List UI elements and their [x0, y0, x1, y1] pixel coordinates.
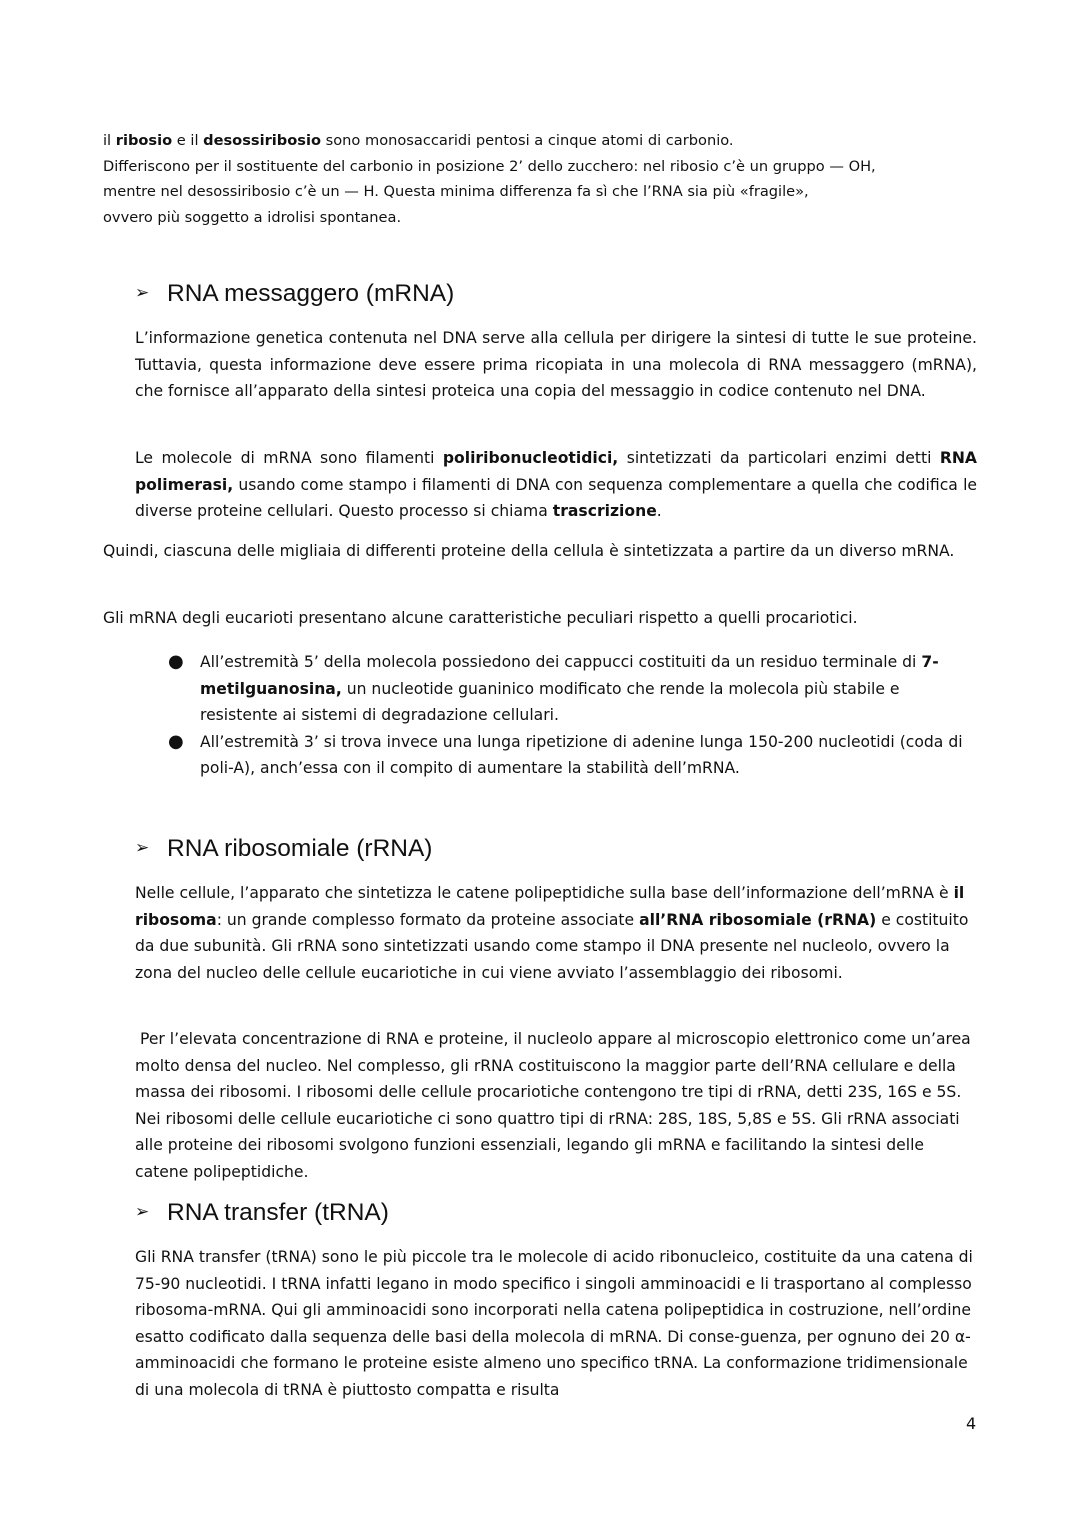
intro-line-2: Differiscono per il sostituente del carbonio in posizione 2’ dello zucchero: nel ribosio c’è un gruppo — OH,	[103, 157, 876, 175]
list-item	[168, 649, 978, 729]
term-ribosio: ribosio	[115, 132, 173, 149]
term: 7-metilguanosina,	[200, 653, 939, 698]
text: sono monosaccaridi pentosi a cinque atomi di carbonio.	[320, 132, 734, 149]
text: .	[656, 502, 662, 521]
mrna-paragraph-4: Gli mRNA degli eucarioti presentano alcune caratteristiche peculiari rispetto a quelli procariotici.	[103, 609, 858, 627]
heading-text: RNA transfer (tRNA)	[167, 1199, 389, 1226]
text: All’estremità 3’ si trova invece una lunga ripetizione di adenine lunga 150-200 nucleotidi (coda di poli-A), anch’essa con il compito di aumentare la stabilità dell’mRNA.	[200, 732, 963, 778]
trna-paragraph-1: Gli RNA transfer (tRNA) sono le più piccole tra le molecole di acido ribonucleico, costituite da una catena di 75-90 nucleotidi. I tRNA infatti legano in modo specifico i singoli amminoacidi e li trasportano al complesso ribosoma-mRNA. Qui gli amminoacidi sono incorporati nella catena polipeptidica in costruzione, nell’ordine esatto codificato dalla sequenza delle basi della molecola di mRNA. Di conse-guenza, per ognuno dei 20 α-amminoacidi che formano le proteine esiste almeno uno specifico tRNA. La conformazione tridimensionale di una molecola di tRNA è piuttosto compatta e risulta	[135, 1248, 973, 1399]
intro-line-3: mentre nel desossiribosio c’è un — H. Questa minima differenza fa sì che l’RNA sia più «fragile»,	[103, 183, 809, 200]
arrow-bullet-icon: ➢	[135, 1202, 150, 1221]
text: un nucleotide guaninico modificato che rende la molecola più stabile e resistente ai sistemi di degradazione cellulari.	[200, 679, 900, 725]
bullet-icon: ●	[168, 651, 184, 672]
term: il ribosoma	[135, 884, 965, 929]
text: e costituito da due subunità. Gli rRNA sono sintetizzati usando come stampo il DNA presente nel nucleolo, ovvero la zona del nucleo delle cellule eucariotiche in cui viene avviato l’assemblaggio dei ribosomi.	[135, 910, 969, 982]
intro-line-4: ovvero più soggetto a idrolisi spontanea.	[103, 208, 402, 226]
term: all’RNA ribosomiale (rRNA)	[639, 910, 877, 929]
mrna-paragraph-2	[135, 445, 977, 525]
term: RNA polimerasi,	[135, 449, 977, 494]
term: poliribonucleotidici,	[442, 449, 619, 467]
mrna-paragraph-1: L’informazione genetica contenuta nel DNA serve alla cellula per dirigere la sintesi di tutte le sue proteine. Tuttavia, questa informazione deve essere prima ricopiata in una molecola di RNA messaggero (mRNA), che fornisce all’apparato della sintesi proteica una copia del messaggio in codice contenuto nel DNA.	[135, 329, 977, 401]
heading-trna	[135, 1199, 389, 1227]
arrow-bullet-icon: ➢	[135, 838, 150, 857]
text: Nelle cellule, l’apparato che sintetizza le catene polipeptidiche sulla base dell’informazione dell’mRNA è	[135, 884, 954, 902]
term-desossiribosio: desossiribosio	[203, 132, 321, 149]
term: trascrizione	[552, 502, 657, 521]
intro-paragraph	[103, 128, 983, 230]
heading-rrna	[135, 835, 432, 863]
heading-text: RNA ribosomiale (rRNA)	[167, 835, 433, 862]
rrna-paragraph-2: Per l’elevata concentrazione di RNA e proteine, il nucleolo appare al microscopio elettronico come un’area molto densa del nucleo. Nel complesso, gli rRNA costituiscono la maggior parte dell’RNA cellulare e della massa dei ribosomi. I ribosomi delle cellule procariotiche contengono tre tipi di rRNA, detti 23S, 16S e 5S. Nei ribosomi delle cellule eucariotiche ci sono quattro tipi di rRNA: 28S, 18S, 5,8S e 5S. Gli rRNA associati alle proteine dei ribosomi svolgono funzioni essenziali, legando gli mRNA e facilitando la sintesi delle catene polipeptidiche.	[135, 1030, 976, 1181]
list-item	[168, 729, 978, 782]
arrow-bullet-icon: ➢	[135, 283, 150, 302]
text: il	[103, 132, 116, 149]
bullet-icon: ●	[168, 730, 184, 752]
text: All’estremità 5’ della molecola possiedono dei cappucci costituiti da un residuo terminale di	[200, 653, 922, 671]
heading-text: RNA messaggero (mRNA)	[167, 280, 455, 307]
text: e il	[172, 132, 204, 149]
heading-mrna	[135, 280, 454, 308]
text: Le molecole di mRNA sono filamenti	[135, 449, 443, 467]
text: sintetizzati da particolari enzimi detti	[618, 449, 940, 467]
page-number: 4	[966, 1414, 977, 1433]
mrna-paragraph-3: Quindi, ciascuna delle migliaia di differenti proteine della cellula è sintetizzata a partire da un diverso mRNA.	[103, 542, 955, 560]
text: : un grande complesso formato da proteine associate	[216, 910, 640, 929]
rrna-paragraph-1	[135, 880, 977, 986]
text: usando come stampo i filamenti di DNA con sequenza complementare a quella che codifica le diverse proteine cellulari. Questo processo si chiama	[135, 475, 977, 521]
mrna-bullet-list	[168, 649, 978, 782]
intro-line-1	[103, 128, 983, 154]
